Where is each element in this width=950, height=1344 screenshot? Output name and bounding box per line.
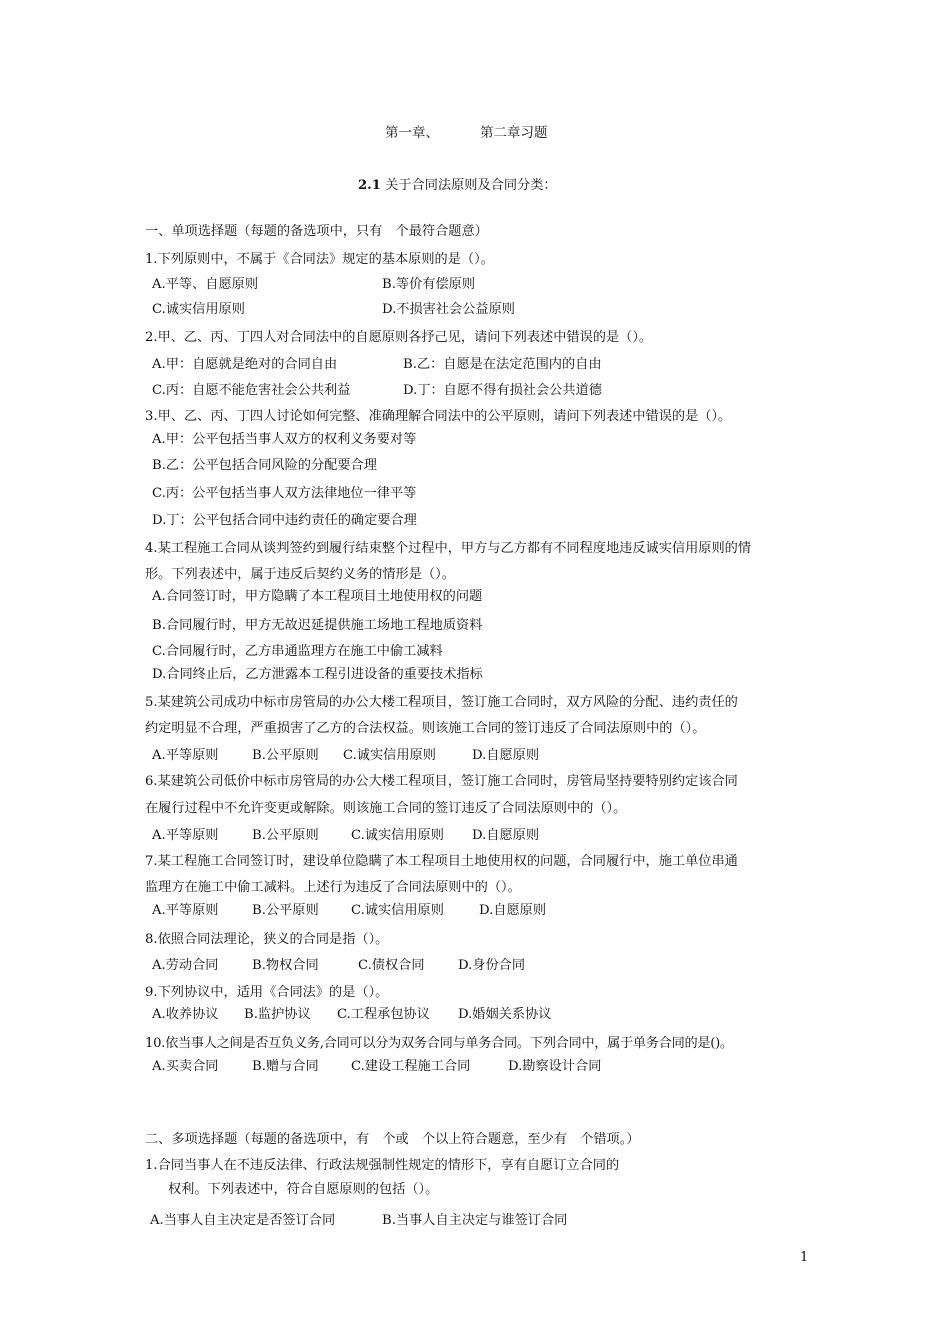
q10-option-c: C.建设工程施工合同 — [351, 1059, 471, 1074]
q7-stem-line1: 7.某工程施工合同签订时，建设单位隐瞒了本工程项目土地使用权的问题，合同履行中，施工单位串通 — [145, 854, 738, 869]
q7-stem-line2: 监理方在施工中偷工减料。上述行为违反了合同法原则中的（）。 — [145, 880, 521, 895]
chapter-title-part2: 第二章习题 — [480, 125, 548, 141]
q2-option-a: A.甲：自愿就是绝对的合同自由 — [152, 357, 338, 372]
q6-option-a: A.平等原则 — [152, 828, 219, 843]
q8-option-b: B.物权合同 — [252, 958, 319, 973]
q4-option-a: A.合同签订时，甲方隐瞒了本工程项目土地使用权的问题 — [152, 589, 483, 604]
q9-stem: 9.下列协议中，适用《合同法》的是（）。 — [145, 985, 389, 1000]
q7-option-a: A.平等原则 — [152, 903, 219, 918]
q1-option-a: A.平等、自愿原则 — [152, 277, 259, 292]
q2-stem: 2.甲、乙、丙、丁四人对合同法中的自愿原则各抒己见，请问下列表述中错误的是（）。 — [145, 330, 653, 345]
q10-option-b: B.赠与合同 — [252, 1059, 319, 1074]
q5-stem-line1: 5.某建筑公司成功中标市房管局的办公大楼工程项目，签订施工合同时，双方风险的分配、违约责任的 — [145, 695, 738, 710]
q10-option-d: D.勘察设计合同 — [508, 1059, 602, 1074]
q9-option-b: B.监护协议 — [244, 1007, 311, 1022]
single-choice-header: 一、单项选择题（每题的备选项中，只有 个最符合题意） — [145, 224, 488, 239]
q2-option-c: C.丙：自愿不能危害社会公共利益 — [152, 383, 351, 398]
multi-choice-header: 二、多项选择题（每题的备选项中，有 个或 个以上符合题意，至少有 个错项。） — [145, 1132, 640, 1147]
q4-option-b: B.合同履行时，甲方无故迟延提供施工场地工程地质资料 — [152, 618, 483, 633]
q4-option-d: D.合同终止后，乙方泄露本工程引进设备的重要技术指标 — [152, 667, 483, 682]
m1-option-a: A.当事人自主决定是否签订合同 — [150, 1213, 336, 1228]
q8-option-a: A.劳动合同 — [152, 958, 219, 973]
q3-option-d: D.丁：公平包括合同中违约责任的确定要合理 — [152, 513, 417, 528]
m1-stem-line2: 权利。下列表述中，符合自愿原则的包括（）。 — [168, 1182, 439, 1197]
section-heading — [358, 177, 557, 195]
q10-option-a: A.买卖合同 — [152, 1059, 219, 1074]
q8-option-c: C.债权合同 — [358, 958, 425, 973]
section-text: 关于合同法原则及合同分类： — [380, 178, 557, 193]
q4-stem-line2: 形。下列表述中，属于违反后契约义务的情形是（）。 — [145, 567, 455, 582]
q8-stem: 8.依照合同法理论，狭义的合同是指（）。 — [145, 932, 389, 947]
section-number: 2.1 — [358, 178, 381, 193]
q6-option-c: C.诚实信用原则 — [351, 828, 444, 843]
q5-option-d: D.自愿原则 — [472, 748, 540, 763]
q5-option-c: C.诚实信用原则 — [343, 748, 436, 763]
q5-option-b: B.公平原则 — [252, 748, 319, 763]
q8-option-d: D.身份合同 — [458, 958, 526, 973]
q6-option-d: D.自愿原则 — [472, 828, 540, 843]
q9-option-a: A.收养协议 — [152, 1007, 219, 1022]
q2-option-b: B.乙：自愿是在法定范围内的自由 — [403, 357, 602, 372]
q7-option-b: B.公平原则 — [252, 903, 319, 918]
q6-stem-line2: 在履行过程中不允许变更或解除。则该施工合同的签订违反了合同法原则中的（）。 — [145, 801, 627, 816]
q5-stem-line2: 约定明显不合理，严重损害了乙方的合法权益。则该施工合同的签订违反了合同法原则中的（）。 — [145, 721, 706, 736]
q4-stem-line1: 4.某工程施工合同从谈判签约到履行结束整个过程中，甲方与乙方都有不同程度地违反诚实信用原则的情 — [145, 541, 752, 556]
q3-option-a: A.甲：公平包括当事人双方的权利义务要对等 — [152, 432, 417, 447]
q6-option-b: B.公平原则 — [252, 828, 319, 843]
page-number: 1 — [800, 1250, 809, 1265]
q1-option-d: D.不损害社会公益原则 — [382, 302, 515, 317]
q7-option-c: C.诚实信用原则 — [351, 903, 444, 918]
q7-option-d: D.自愿原则 — [479, 903, 547, 918]
q1-option-c: C.诚实信用原则 — [152, 302, 245, 317]
q3-option-c: C.丙：公平包括当事人双方法律地位一律平等 — [152, 486, 417, 501]
m1-stem-line1: 1.合同当事人在不违反法律、行政法规强制性规定的情形下，享有自愿订立合同的 — [145, 1158, 620, 1173]
q4-option-c: C.合同履行时，乙方串通监理方在施工中偷工减料 — [152, 644, 443, 659]
q3-stem: 3.甲、乙、丙、丁四人讨论如何完整、准确理解合同法中的公平原则，请问下列表述中错误的是（）。 — [145, 409, 732, 424]
q5-option-a: A.平等原则 — [152, 748, 219, 763]
q1-option-b: B.等价有偿原则 — [382, 277, 476, 292]
chapter-title-part1: 第一章、 — [385, 125, 439, 141]
q9-option-d: D.婚姻关系协议 — [458, 1007, 552, 1022]
m1-option-b: B.当事人自主决定与谁签订合同 — [382, 1213, 568, 1228]
q10-stem: 10.依当事人之间是否互负义务,合同可以分为双务合同与单务合同。下列合同中，属于单务合同的是()。 — [145, 1036, 733, 1051]
q3-option-b: B.乙：公平包括合同风险的分配要合理 — [152, 458, 377, 473]
q6-stem-line1: 6.某建筑公司低价中标市房管局的办公大楼工程项目，签订施工合同时，房管局坚持要特别约定该合同 — [145, 774, 738, 789]
q1-stem: 1.下列原则中，不属于《合同法》规定的基本原则的是（）。 — [145, 252, 494, 267]
q9-option-c: C.工程承包协议 — [337, 1007, 430, 1022]
q2-option-d: D.丁：自愿不得有损社会公共道德 — [403, 383, 602, 398]
